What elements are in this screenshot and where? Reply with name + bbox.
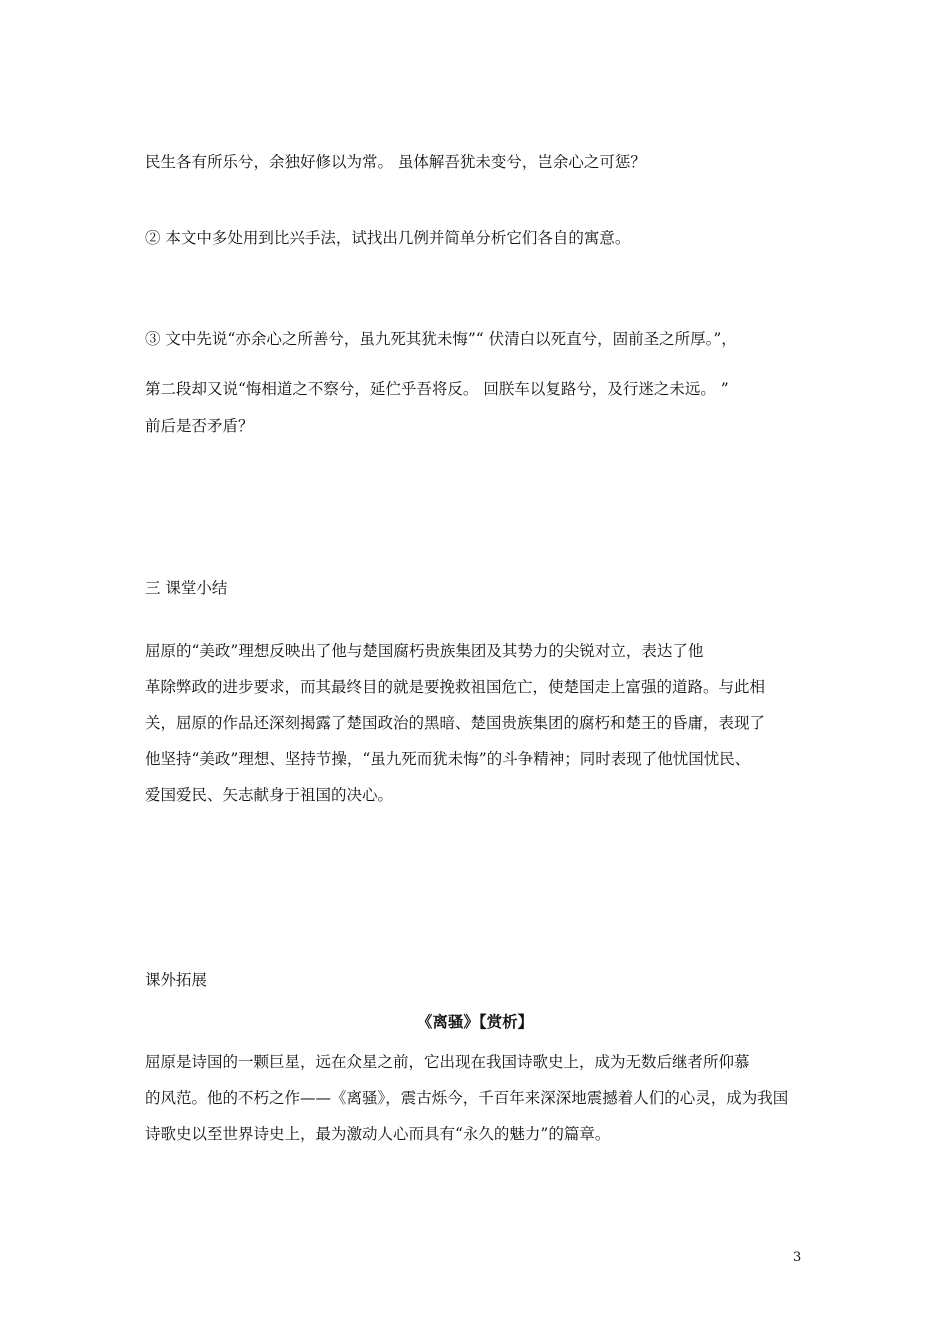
question-2: ② 本文中多处用到比兴手法，试找出几例并简单分析它们各自的寓意。 <box>145 229 631 247</box>
page-number: 3 <box>793 1250 802 1265</box>
appreciation-line: 的风范。他的不朽之作——《离骚》，震古烁今，千百年来深深地震撼着人们的心灵，成为我国 <box>145 1089 789 1107</box>
poem-quote-line: 民生各有所乐兮，余独好修以为常。 虽体解吾犹未变兮，岂余心之可惩？ <box>145 153 646 171</box>
summary-line: 革除弊政的进步要求，而其最终目的就是要挽救祖国危亡，使楚国走上富强的道路。与此相 <box>145 678 766 696</box>
section-heading-summary: 三 课堂小结 <box>145 579 228 597</box>
summary-line: 他坚持“美政”理想、坚持节操，“虽九死而犹未悔”的斗争精神；同时表现了他忧国忧民、 <box>145 750 751 768</box>
question-3-line-2: 第二段却又说“悔相道之不察兮，延伫乎吾将反。 回朕车以复路兮，及行迷之未远。 ” <box>145 380 729 398</box>
extension-heading: 课外拓展 <box>145 971 208 989</box>
summary-line: 关，屈原的作品还深刻揭露了楚国政治的黑暗、楚国贵族集团的腐朽和楚王的昏庸，表现了 <box>145 714 766 732</box>
appreciation-paragraph <box>145 1044 810 1152</box>
summary-line: 屈原的“美政”理想反映出了他与楚国腐朽贵族集团及其势力的尖锐对立，表达了他 <box>145 642 704 660</box>
appreciation-line: 诗歌史以至世界诗史上，最为激动人心而具有“永久的魅力”的篇章。 <box>145 1125 611 1143</box>
appreciation-title: 《离骚》【赏析】 <box>416 1012 534 1031</box>
question-3-line-1: ③ 文中先说“亦余心之所善兮，虽九死其犹未悔”“ 伏清白以死直兮，固前圣之所厚。”， <box>145 330 737 348</box>
summary-paragraph <box>145 633 810 813</box>
question-3-line-3: 前后是否矛盾？ <box>145 417 254 435</box>
summary-line: 爱国爱民、矢志献身于祖国的决心。 <box>145 786 394 804</box>
appreciation-line: 屈原是诗国的一颗巨星，远在众星之前，它出现在我国诗歌史上，成为无数后继者所仰慕 <box>145 1053 750 1071</box>
